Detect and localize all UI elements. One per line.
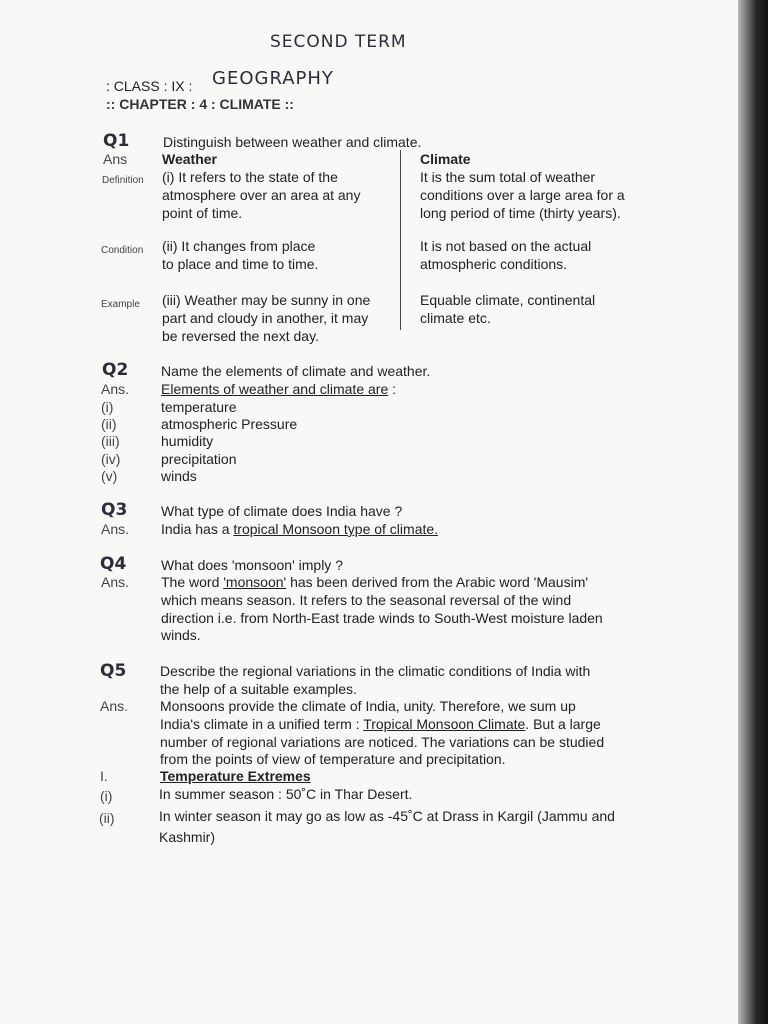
weather-example-2: part and cloudy in another, it may	[162, 310, 369, 326]
climate-condition-2: atmospheric conditions.	[420, 256, 568, 272]
q5-answer-line-4: from the points of view of temperature and precipitation.	[160, 751, 506, 767]
q5-number: Q5	[100, 661, 127, 681]
weather-definition-3: point of time.	[162, 205, 243, 221]
q4-answer-line-2: which means season. It refers to the seasonal reversal of the wind	[161, 592, 572, 608]
weather-condition-1: (ii) It changes from place	[162, 238, 316, 254]
q5-answer-line-1: Monsoons provide the climate of India, unity. Therefore, we sum up	[160, 698, 576, 714]
q2-number: Q2	[102, 360, 129, 380]
subject-handwritten: GEOGRAPHY	[212, 68, 334, 89]
q2-item-3-num: (iii)	[101, 433, 120, 449]
q2-item-3: humidity	[161, 433, 214, 449]
q5-line2-end: . But a large	[525, 716, 601, 732]
point-2-num: (ii)	[99, 810, 115, 826]
q4-question: What does 'monsoon' imply ?	[161, 557, 343, 573]
section-title: Temperature Extremes	[160, 768, 311, 784]
row-label-condition: Condition	[101, 245, 144, 256]
column-divider	[400, 150, 401, 330]
weather-condition-2: to place and time to time.	[162, 256, 319, 272]
q5-question-line-1: Describe the regional variations in the climatic conditions of India with	[160, 663, 591, 679]
page-edge-shadow	[738, 0, 768, 1024]
weather-example-3: be reversed the next day.	[162, 328, 319, 344]
term-heading: SECOND TERM	[270, 32, 407, 52]
q2-item-2: atmospheric Pressure	[161, 416, 298, 432]
q4-line1-start: The word	[161, 574, 224, 590]
point-2-text-line-2: Kashmir)	[159, 829, 216, 845]
q5-line2-start: India's climate in a unified term :	[160, 716, 364, 732]
climate-definition-2: conditions over a large area for a	[420, 187, 625, 203]
q2-question: Name the elements of climate and weather.	[161, 363, 431, 379]
class-label: : CLASS : IX :	[106, 78, 193, 94]
row-label-definition: Definition	[102, 175, 144, 186]
q5-answer-line-3: number of regional variations are noticed. The variations can be studied	[160, 734, 605, 750]
q4-answer-line-4: winds.	[161, 627, 201, 643]
q3-answer	[161, 521, 438, 538]
q2-heading-underlined: Elements of weather and climate are	[161, 381, 389, 397]
point-2-text-line-1: In winter season it may go as low as -45˚C at Drass in Kargil (Jammu and	[159, 808, 615, 824]
q2-ans-label: Ans.	[101, 381, 130, 397]
q1-number: Q1	[103, 131, 130, 151]
q1-ans-label: Ans	[103, 151, 128, 167]
q3-number: Q3	[101, 500, 128, 520]
q2-item-1-num: (i)	[101, 399, 114, 415]
weather-example-1: (iii) Weather may be sunny in one	[162, 292, 371, 308]
row-label-example: Example	[101, 299, 140, 310]
q3-question: What type of climate does India have ?	[161, 503, 403, 519]
q2-item-1: temperature	[161, 399, 237, 415]
q3-ans-label: Ans.	[101, 521, 130, 537]
section-number: I.	[100, 768, 108, 784]
q4-number: Q4	[100, 554, 127, 574]
climate-example-2: climate etc.	[420, 310, 491, 326]
q3-answer-prefix: India has a	[161, 521, 234, 537]
climate-condition-1: It is not based on the actual	[420, 238, 592, 254]
q2-heading-suffix: :	[388, 381, 397, 397]
q5-answer-line-2	[160, 716, 601, 733]
q4-answer-line-1	[161, 574, 588, 591]
chapter-title: :: CHAPTER : 4 : CLIMATE ::	[106, 96, 294, 112]
q5-question-line-2: the help of a suitable examples.	[160, 681, 357, 697]
q2-item-5: winds	[161, 468, 197, 484]
q5-climate-term-underlined: Tropical Monsoon Climate	[363, 716, 526, 732]
climate-example-1: Equable climate, continental	[420, 292, 596, 308]
q1-question: Distinguish between weather and climate.	[163, 134, 422, 150]
q2-item-4-num: (iv)	[101, 451, 121, 467]
q2-item-2-num: (ii)	[101, 416, 117, 432]
weather-column-head: Weather	[162, 151, 217, 167]
point-1-num: (i)	[100, 788, 113, 804]
q5-ans-label: Ans.	[100, 698, 129, 714]
point-1-text: In summer season : 50˚C in Thar Desert.	[159, 786, 413, 802]
q4-line1-end: has been derived from the Arabic word 'Mausim'	[286, 574, 589, 590]
weather-definition-2: atmosphere over an area at any	[162, 187, 361, 203]
q4-ans-label: Ans.	[101, 574, 130, 590]
q2-item-4: precipitation	[161, 451, 237, 467]
q2-item-5-num: (v)	[101, 468, 118, 484]
q3-answer-underlined: tropical Monsoon type of climate.	[233, 521, 439, 537]
climate-definition-1: It is the sum total of weather	[420, 169, 596, 185]
climate-column-head: Climate	[420, 151, 471, 167]
climate-definition-3: long period of time (thirty years).	[420, 205, 621, 221]
q4-monsoon-underlined: 'monsoon'	[223, 574, 287, 590]
q4-answer-line-3: direction i.e. from North-East trade winds to South-West moisture laden	[161, 610, 603, 626]
weather-definition-1: (i) It refers to the state of the	[162, 169, 338, 185]
q2-answer-heading	[161, 381, 396, 398]
